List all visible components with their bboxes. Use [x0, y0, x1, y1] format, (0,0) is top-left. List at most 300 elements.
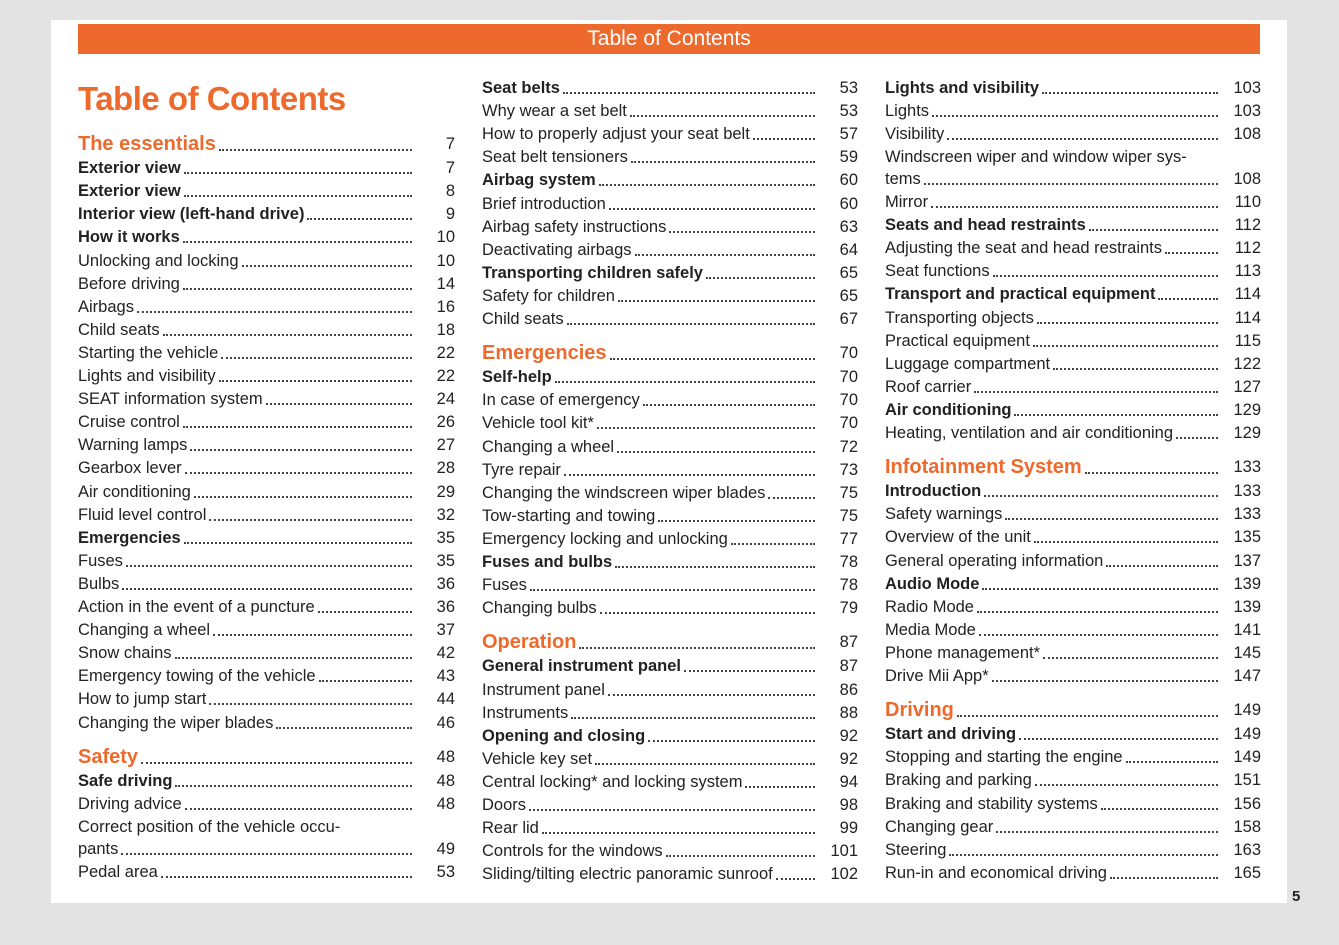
toc-entry[interactable]	[78, 274, 455, 294]
toc-page-number: 64	[839, 240, 858, 259]
toc-entry-label: Changing a wheel	[78, 621, 211, 640]
toc-page-number: 43	[436, 667, 455, 686]
dot-leader	[121, 853, 412, 855]
toc-chapter[interactable]	[78, 528, 455, 548]
toc-section[interactable]	[482, 342, 858, 364]
dot-leader	[993, 275, 1218, 277]
toc-entry[interactable]	[482, 575, 858, 595]
toc-entry-label: Driving	[885, 699, 954, 722]
toc-chapter[interactable]	[78, 227, 455, 247]
toc-entry[interactable]	[78, 620, 455, 640]
toc-entry-label: How to jump start	[78, 690, 207, 709]
toc-chapter[interactable]	[885, 284, 1261, 304]
toc-entry-label: Fuses	[482, 576, 527, 595]
dot-leader	[617, 451, 815, 453]
dot-leader	[183, 241, 412, 243]
dot-leader	[1085, 472, 1218, 474]
dot-leader	[648, 740, 815, 742]
toc-page-number: 165	[1233, 863, 1261, 882]
toc-page-number: 10	[436, 228, 455, 247]
toc-page-number: 57	[839, 125, 858, 144]
toc-page-number: 27	[436, 436, 455, 455]
dot-leader	[932, 115, 1218, 117]
toc-page-number: 22	[436, 343, 455, 362]
toc-entry[interactable]	[482, 864, 858, 884]
toc-chapter[interactable]	[78, 771, 455, 791]
dot-leader	[666, 855, 815, 857]
toc-entry[interactable]	[78, 505, 455, 525]
dot-leader	[141, 762, 412, 764]
toc-entry[interactable]	[885, 747, 1261, 767]
toc-page-number: 108	[1233, 125, 1261, 144]
toc-entry[interactable]	[885, 620, 1261, 640]
toc-entry-label: Radio Mode	[885, 597, 974, 616]
dot-leader	[597, 427, 815, 429]
toc-entry-label: Airbag safety instructions	[482, 217, 667, 236]
toc-page-number: 48	[436, 794, 455, 813]
toc-chapter[interactable]	[885, 215, 1261, 235]
toc-page-number: 112	[1234, 216, 1261, 235]
dot-leader	[776, 878, 815, 880]
toc-page-number: 53	[436, 862, 455, 881]
dot-leader	[635, 254, 816, 256]
toc-page-number: 110	[1234, 193, 1261, 211]
toc-entry[interactable]	[885, 124, 1261, 144]
toc-chapter[interactable]	[885, 574, 1261, 594]
toc-entry-label-line1: Correct position of the vehicle occu-	[78, 817, 341, 836]
toc-entry[interactable]	[78, 839, 455, 859]
dot-leader	[242, 265, 412, 267]
toc-page-number: 26	[436, 413, 455, 432]
toc-entry[interactable]	[885, 666, 1261, 686]
header-bar	[78, 24, 1260, 54]
dot-leader	[669, 231, 815, 233]
toc-entry-label: Emergency locking and unlocking	[482, 529, 728, 548]
dot-leader	[319, 680, 412, 682]
dot-leader	[213, 634, 412, 636]
toc-section[interactable]	[78, 133, 455, 155]
toc-entry-label: Heating, ventilation and air conditioning	[885, 424, 1174, 442]
toc-page-number: 63	[839, 217, 858, 236]
toc-entry-label: General instrument panel	[482, 657, 681, 676]
toc-page-number: 78	[839, 553, 858, 571]
dot-leader	[947, 138, 1218, 140]
toc-entry-label: Tyre repair	[482, 460, 561, 479]
dot-leader	[931, 206, 1218, 208]
toc-entry[interactable]	[885, 863, 1261, 883]
toc-page-number: 156	[1233, 794, 1261, 813]
toc-entry-label: Deactivating airbags	[482, 240, 632, 259]
toc-entry-label: Changing the wiper blades	[78, 713, 274, 732]
toc-page-number: 139	[1233, 597, 1261, 616]
toc-page-number: 88	[839, 703, 858, 722]
toc-entry[interactable]	[482, 101, 858, 121]
toc-entry-label: pants	[78, 839, 119, 858]
toc-page-number: 149	[1233, 725, 1261, 744]
toc-entry-label: Airbag system	[482, 171, 596, 190]
dot-leader	[1035, 784, 1218, 786]
toc-page-number: 87	[839, 633, 858, 652]
dot-leader	[609, 208, 815, 210]
toc-entry[interactable]	[78, 862, 455, 882]
toc-section[interactable]	[78, 746, 455, 768]
toc-entry[interactable]	[885, 527, 1261, 547]
toc-entry[interactable]	[482, 217, 858, 237]
toc-page-number: 72	[839, 437, 858, 456]
toc-entry-label: Pedal area	[78, 862, 158, 881]
toc-entry[interactable]	[885, 504, 1261, 524]
toc-entry[interactable]	[78, 251, 455, 271]
toc-page-number: 141	[1233, 620, 1261, 639]
dot-leader	[161, 876, 412, 878]
toc-page-number: 10	[436, 251, 455, 270]
toc-entry[interactable]	[78, 297, 455, 317]
dot-leader	[567, 323, 815, 325]
dot-leader	[307, 218, 412, 220]
toc-page-number: 44	[436, 690, 455, 709]
toc-page-number: 24	[436, 390, 455, 409]
toc-page-number: 29	[436, 482, 455, 501]
dot-leader	[643, 404, 815, 406]
toc-section[interactable]	[885, 456, 1261, 478]
toc-entry[interactable]	[78, 574, 455, 594]
toc-entry-label: Central locking* and locking system	[482, 772, 743, 791]
toc-page-number: 60	[839, 171, 858, 190]
dot-leader	[608, 694, 815, 696]
dot-leader	[1043, 657, 1218, 659]
toc-chapter[interactable]	[78, 204, 455, 224]
toc-page-number: 87	[839, 657, 858, 676]
toc-page-number: 149	[1233, 701, 1261, 720]
toc-page-number: 137	[1233, 551, 1261, 570]
toc-entry-label: tems	[885, 169, 921, 188]
toc-entry[interactable]	[482, 286, 858, 306]
toc-chapter[interactable]	[78, 158, 455, 178]
toc-chapter[interactable]	[482, 78, 858, 98]
toc-entry-label: Phone management*	[885, 643, 1041, 662]
toc-entry[interactable]	[482, 124, 858, 144]
toc-entry[interactable]	[482, 194, 858, 214]
toc-chapter[interactable]	[78, 181, 455, 201]
toc-entry-label: Fuses	[78, 551, 123, 570]
toc-entry[interactable]	[885, 551, 1261, 571]
dot-leader	[530, 589, 815, 591]
toc-entry-label: Air conditioning	[885, 400, 1012, 419]
toc-entry[interactable]	[482, 841, 858, 861]
toc-entry[interactable]	[78, 320, 455, 340]
dot-leader	[1005, 518, 1218, 520]
toc-page-number: 145	[1233, 643, 1261, 662]
toc-entry[interactable]	[482, 390, 858, 410]
toc-page-number: 60	[839, 194, 858, 213]
dot-leader	[564, 474, 815, 476]
toc-entry-label: Why wear a set belt	[482, 102, 627, 121]
toc-page-number: 7	[445, 159, 455, 178]
toc-entry[interactable]	[885, 354, 1261, 374]
toc-entry-label: Controls for the windows	[482, 842, 663, 861]
toc-page-number: 53	[839, 102, 858, 121]
toc-entry-label: The essentials	[78, 133, 216, 155]
toc-entry[interactable]	[885, 770, 1261, 790]
dot-leader	[1126, 761, 1218, 763]
toc-entry-label: Adjusting the seat and head restraints	[885, 239, 1163, 258]
toc-entry-label: Sliding/tilting electric panoramic sunroof	[482, 865, 773, 884]
dot-leader	[563, 92, 815, 94]
toc-page-number: 36	[436, 598, 455, 616]
dot-leader	[209, 703, 412, 705]
toc-entry[interactable]	[78, 643, 455, 663]
toc-entry[interactable]	[482, 240, 858, 260]
toc-entry-label: Gearbox lever	[78, 459, 182, 478]
dot-leader	[137, 311, 412, 313]
toc-chapter[interactable]	[482, 263, 858, 283]
toc-entry[interactable]	[482, 749, 858, 769]
toc-entry[interactable]	[482, 818, 858, 838]
toc-entry[interactable]	[482, 460, 858, 480]
dot-leader	[768, 497, 815, 499]
dot-leader	[1165, 252, 1218, 254]
toc-chapter[interactable]	[885, 724, 1261, 744]
toc-entry-label: Cruise control	[78, 413, 180, 432]
toc-entry-label: General operating information	[885, 551, 1104, 570]
toc-entry[interactable]	[78, 713, 455, 733]
toc-entry-label: Exterior view	[78, 182, 181, 201]
header-title: Table of Contents	[587, 27, 751, 50]
toc-entry-label: Safety warnings	[885, 505, 1003, 524]
toc-page-number: 65	[839, 286, 858, 305]
toc-entry[interactable]	[885, 840, 1261, 860]
toc-chapter[interactable]	[482, 726, 858, 746]
toc-entry[interactable]	[885, 643, 1261, 663]
toc-entry-label: Changing gear	[885, 817, 994, 836]
toc-page-number: 101	[830, 842, 858, 861]
toc-page-number: 70	[839, 344, 858, 363]
toc-entry-label: Unlocking and locking	[78, 251, 239, 270]
toc-entry[interactable]	[482, 147, 858, 167]
toc-entry[interactable]	[482, 703, 858, 723]
toc-page-number: 115	[1234, 331, 1261, 350]
toc-entry[interactable]	[78, 412, 455, 432]
toc-entry-label: Practical equipment	[885, 331, 1030, 350]
dot-leader	[163, 334, 412, 336]
dot-leader	[571, 717, 815, 719]
toc-section[interactable]	[482, 631, 858, 653]
dot-leader	[658, 520, 815, 522]
toc-page-number: 7	[445, 135, 455, 153]
toc-page-number: 129	[1233, 400, 1261, 419]
toc-entry[interactable]	[885, 238, 1261, 258]
toc-page-number: 98	[839, 796, 858, 814]
toc-entry-label: Child seats	[78, 320, 160, 339]
toc-entry[interactable]	[482, 309, 858, 329]
toc-chapter[interactable]	[885, 400, 1261, 420]
toc-entry-label: Fuses and bulbs	[482, 553, 613, 571]
toc-entry[interactable]	[885, 597, 1261, 617]
toc-entry[interactable]	[78, 366, 455, 386]
toc-page-number: 49	[436, 839, 455, 858]
toc-entry-label: Emergencies	[78, 528, 181, 547]
toc-page-number: 75	[839, 483, 858, 502]
toc-entry-label: Changing a wheel	[482, 437, 615, 456]
toc-entry-label: Interior view (left-hand drive)	[78, 205, 305, 224]
dot-leader	[949, 854, 1218, 856]
toc-chapter[interactable]	[482, 367, 858, 387]
dot-leader	[610, 358, 815, 360]
dot-leader	[175, 657, 412, 659]
toc-entry-label: Lights and visibility	[78, 367, 216, 385]
toc-page-number: 151	[1233, 771, 1261, 790]
dot-leader	[1176, 437, 1218, 439]
toc-entry-label: Overview of the unit	[885, 528, 1031, 547]
toc-entry-label: Bulbs	[78, 574, 120, 593]
dot-leader	[996, 831, 1218, 833]
toc-entry[interactable]	[885, 261, 1261, 281]
toc-page-number: 46	[436, 713, 455, 732]
dot-leader	[276, 727, 412, 729]
toc-entry[interactable]	[885, 794, 1261, 814]
dot-leader	[979, 634, 1218, 636]
dot-leader	[599, 184, 815, 186]
dot-leader	[957, 715, 1218, 717]
toc-page-number: 73	[839, 460, 858, 479]
toc-entry-label: Lights and visibility	[885, 79, 1040, 97]
toc-page-number: 92	[839, 749, 858, 768]
dot-leader	[219, 380, 412, 382]
toc-entry-label: Operation	[482, 631, 577, 654]
toc-entry[interactable]	[885, 101, 1261, 121]
toc-page-number: 37	[436, 621, 455, 640]
toc-entry[interactable]	[482, 483, 858, 503]
toc-entry-label: Lights	[885, 102, 930, 121]
dot-leader	[745, 786, 815, 788]
toc-entry-label: Exterior view	[78, 159, 181, 178]
toc-page-number: 135	[1233, 528, 1261, 547]
toc-entry-label: Air conditioning	[78, 482, 191, 501]
dot-leader	[1034, 541, 1218, 543]
toc-page-number: 163	[1233, 840, 1261, 859]
toc-section[interactable]	[885, 699, 1261, 721]
toc-entry-label: Transporting objects	[885, 308, 1034, 327]
toc-entry[interactable]	[885, 169, 1261, 189]
toc-page-number: 75	[839, 506, 858, 525]
toc-entry[interactable]	[482, 437, 858, 457]
toc-page-number: 35	[436, 551, 455, 570]
toc-entry[interactable]	[78, 458, 455, 478]
page-number: 5	[1292, 888, 1301, 905]
toc-page-number: 133	[1233, 505, 1261, 524]
toc-entry[interactable]	[482, 413, 858, 433]
toc-chapter[interactable]	[482, 656, 858, 676]
toc-entry[interactable]	[482, 506, 858, 526]
dot-leader	[595, 763, 815, 765]
toc-entry-label: Stopping and starting the engine	[885, 748, 1123, 767]
toc-entry[interactable]	[78, 666, 455, 686]
toc-page-number: 18	[436, 320, 455, 339]
toc-entry[interactable]	[482, 795, 858, 815]
toc-entry[interactable]	[885, 423, 1261, 443]
dot-leader	[731, 543, 815, 545]
dot-leader	[984, 495, 1218, 497]
toc-page-number: 122	[1233, 354, 1261, 373]
toc-entry-label: How to properly adjust your seat belt	[482, 125, 750, 144]
toc-entry[interactable]	[78, 435, 455, 455]
dot-leader	[183, 288, 412, 290]
toc-page-number: 86	[839, 680, 858, 699]
toc-entry[interactable]	[78, 551, 455, 571]
dot-leader	[529, 809, 815, 811]
dot-leader	[1033, 345, 1218, 347]
toc-entry[interactable]	[78, 482, 455, 502]
toc-page-number: 35	[436, 528, 455, 547]
toc-entry[interactable]	[78, 689, 455, 709]
toc-chapter[interactable]	[885, 481, 1261, 501]
dot-leader	[122, 588, 412, 590]
dot-leader	[974, 391, 1218, 393]
toc-entry[interactable]	[482, 529, 858, 549]
toc-entry-label-line1: Windscreen wiper and window wiper sys-	[885, 148, 1187, 167]
toc-entry-label: Safe driving	[78, 771, 173, 790]
toc-entry-label: Changing the windscreen wiper blades	[482, 483, 766, 502]
toc-entry-label: Starting the vehicle	[78, 343, 219, 362]
toc-entry[interactable]	[885, 308, 1261, 328]
dot-leader	[1037, 322, 1218, 324]
toc-page-number: 22	[436, 367, 455, 385]
toc-entry-label: Opening and closing	[482, 726, 646, 745]
toc-entry[interactable]	[885, 331, 1261, 351]
toc-page-number: 99	[839, 819, 858, 838]
toc-entry[interactable]	[78, 389, 455, 409]
toc-entry[interactable]	[78, 597, 455, 617]
toc-entry-label: Snow chains	[78, 644, 172, 663]
dot-leader	[1014, 414, 1218, 416]
toc-page-number: 147	[1233, 667, 1261, 685]
toc-page-number: 48	[436, 771, 455, 790]
toc-entry-label: Introduction	[885, 482, 982, 501]
toc-page-number: 78	[839, 576, 858, 595]
toc-page-number: 114	[1234, 285, 1261, 304]
toc-entry-label: Emergency towing of the vehicle	[78, 667, 316, 686]
toc-entry[interactable]	[78, 343, 455, 363]
toc-entry[interactable]	[78, 794, 455, 814]
toc-entry-label: Rear lid	[482, 819, 539, 838]
toc-entry-label: Safety	[78, 745, 139, 768]
toc-page-number: 103	[1233, 102, 1261, 121]
toc-entry-label: Seat functions	[885, 262, 990, 281]
dot-leader	[600, 612, 815, 614]
dot-leader	[706, 277, 815, 279]
dot-leader	[1089, 229, 1218, 231]
toc-chapter[interactable]	[885, 78, 1261, 98]
toc-entry-label: Fluid level control	[78, 505, 207, 524]
dot-leader	[753, 138, 815, 140]
toc-entry[interactable]	[482, 680, 858, 700]
dot-leader	[1053, 368, 1218, 370]
toc-page-number: 48	[436, 747, 455, 766]
toc-chapter[interactable]	[482, 552, 858, 572]
toc-entry-label: Braking and stability systems	[885, 794, 1098, 813]
dot-leader	[630, 115, 815, 117]
toc-entry[interactable]	[482, 772, 858, 792]
toc-entry[interactable]	[885, 817, 1261, 837]
toc-entry-label: Action in the event of a puncture	[78, 598, 315, 616]
toc-entry[interactable]	[482, 598, 858, 618]
toc-chapter[interactable]	[482, 170, 858, 190]
toc-entry[interactable]	[885, 377, 1261, 397]
dot-leader	[175, 785, 412, 787]
toc-entry[interactable]	[885, 192, 1261, 212]
toc-entry-label: Vehicle key set	[482, 749, 593, 768]
dot-leader	[924, 183, 1218, 185]
